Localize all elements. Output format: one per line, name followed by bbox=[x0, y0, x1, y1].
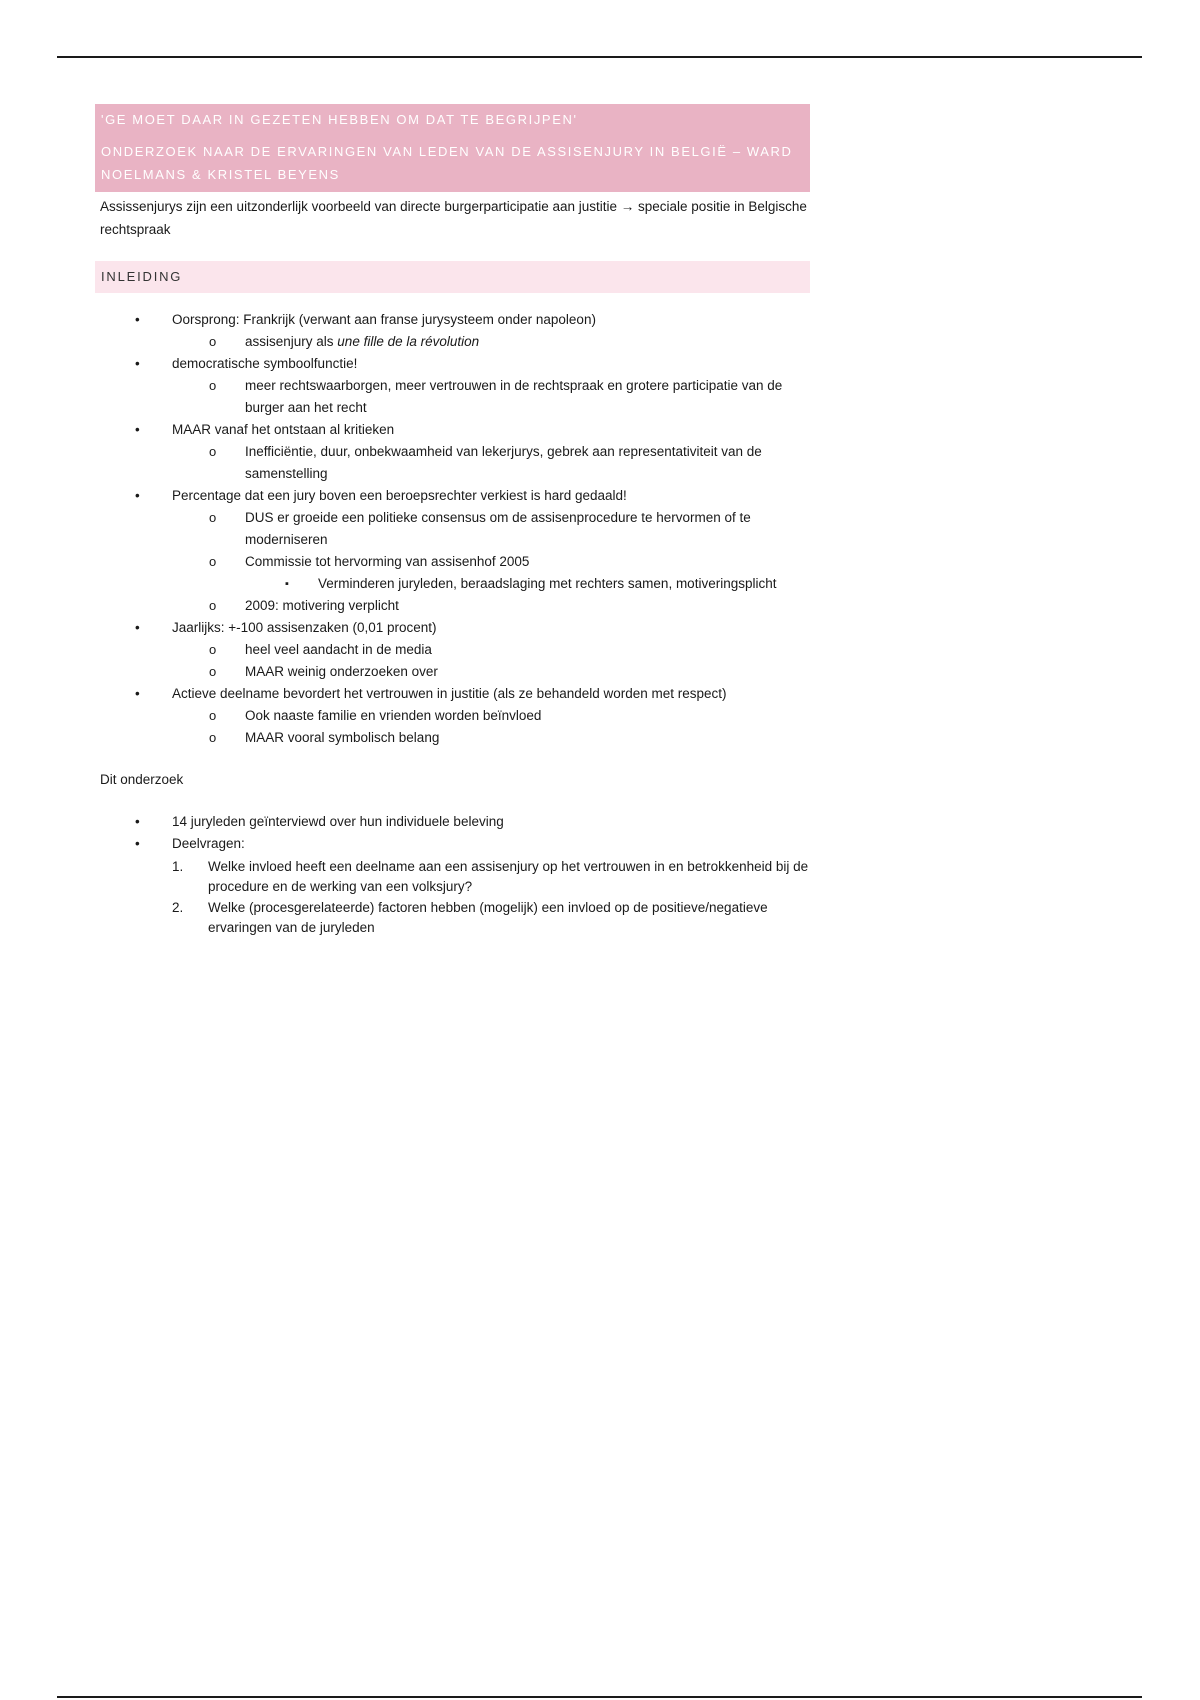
list-item-text: Percentage dat een jury boven een beroepsrechter verkiest is hard gedaald! bbox=[172, 488, 627, 503]
bullet-icon: • bbox=[135, 356, 140, 371]
list-item-text: democratische symboolfunctie! bbox=[172, 356, 358, 371]
header-rule bbox=[57, 56, 1142, 58]
list-item-text: Actieve deelname bevordert het vertrouwen in justitie (als ze behandeld worden met respect) bbox=[172, 686, 727, 701]
numbered-item-text: Welke invloed heeft een deelname aan een assisenjury op het vertrouwen in en betrokkenheid bij de procedure en de werking van een volksjury? bbox=[208, 859, 809, 894]
numbered-item bbox=[172, 857, 810, 897]
sub-item-text: Commissie tot hervorming van assisenhof 2005 bbox=[245, 554, 530, 569]
bullet-icon: • bbox=[135, 488, 140, 503]
sub-bullet-icon: o bbox=[209, 664, 217, 679]
numbered-item bbox=[172, 898, 810, 938]
list-item bbox=[95, 617, 810, 683]
sub-bullet-icon: o bbox=[209, 378, 217, 393]
section-heading: INLEIDING bbox=[101, 269, 183, 284]
sub-item-text: heel veel aandacht in de media bbox=[245, 642, 432, 657]
item-number: 2. bbox=[172, 900, 184, 915]
sub-list-item bbox=[172, 705, 810, 727]
title-heading: 'GE MOET DAAR IN GEZETEN HEBBEN OM DAT TE BEGRIJPEN' bbox=[101, 112, 578, 127]
sub-list-item bbox=[172, 639, 810, 661]
sub-list-item bbox=[172, 331, 810, 353]
sub-bullet-icon: o bbox=[209, 444, 217, 459]
sub-bullet-icon: o bbox=[209, 598, 217, 613]
sub-list-item bbox=[172, 551, 810, 595]
bullet-icon: • bbox=[135, 686, 140, 701]
item-number: 1. bbox=[172, 859, 184, 874]
list-item-text: Oorsprong: Frankrijk (verwant aan franse jurysysteem onder napoleon) bbox=[172, 312, 596, 327]
list-item bbox=[95, 309, 810, 353]
list-item-text: 14 juryleden geïnterviewd over hun individuele beleving bbox=[172, 814, 504, 829]
section-heading-box bbox=[95, 261, 810, 293]
list-item bbox=[95, 833, 810, 938]
bullet-icon: • bbox=[135, 836, 140, 851]
sub-list-item bbox=[172, 375, 810, 419]
sub-bullet-icon: o bbox=[209, 554, 217, 569]
sub-bullet-icon: o bbox=[209, 642, 217, 657]
list-item-text: Jaarlijks: +-100 assisenzaken (0,01 procent) bbox=[172, 620, 437, 635]
sub-list-item bbox=[172, 727, 810, 749]
sub-item-text: assisenjury als bbox=[245, 334, 338, 349]
bullet-icon: • bbox=[135, 620, 140, 635]
sub-list-item bbox=[172, 595, 810, 617]
sub-list-item bbox=[172, 661, 810, 683]
sub-bullet-icon: o bbox=[209, 708, 217, 723]
list-item-text: MAAR vanaf het ontstaan al kritieken bbox=[172, 422, 395, 437]
bullet-list-2 bbox=[95, 811, 810, 938]
list-item bbox=[95, 419, 810, 485]
sub-item-text: DUS er groeide een politieke consensus om de assisenprocedure te hervormen of te moderniseren bbox=[245, 510, 751, 547]
sub-sub-item-text: Verminderen juryleden, beraadslaging met rechters samen, motiveringsplicht bbox=[318, 576, 777, 591]
list-item bbox=[95, 485, 810, 617]
sub-item-text: MAAR weinig onderzoeken over bbox=[245, 664, 438, 679]
sub-bullet-icon: o bbox=[209, 510, 217, 525]
list-item bbox=[95, 811, 810, 833]
list-item bbox=[95, 353, 810, 419]
sub-item-text: 2009: motivering verplicht bbox=[245, 598, 399, 613]
footer-rule bbox=[57, 1696, 1142, 1698]
title-box bbox=[95, 104, 810, 192]
dit-onderzoek-label: Dit onderzoek bbox=[100, 772, 184, 787]
bullet-icon: • bbox=[135, 312, 140, 327]
numbered-item-text: Welke (procesgerelateerde) factoren hebben (mogelijk) een invloed op de positieve/negatieve ervaringen van de juryleden bbox=[208, 900, 768, 935]
sub-item-text: meer rechtswaarborgen, meer vertrouwen in de rechtspraak en grotere participatie van de burger aan het recht bbox=[245, 378, 783, 415]
bullet-icon: • bbox=[135, 422, 140, 437]
square-bullet-icon: ▪ bbox=[285, 578, 289, 590]
document-body bbox=[95, 104, 810, 939]
sub-item-text: MAAR vooral symbolisch belang bbox=[245, 730, 440, 745]
sub-item-text: Inefficiëntie, duur, onbekwaamheid van lekerjurys, gebrek aan representativiteit van de samenstelling bbox=[245, 444, 762, 481]
sub-sub-list-item bbox=[245, 573, 810, 595]
subtitle-heading: ONDERZOEK NAAR DE ERVARINGEN VAN LEDEN VAN DE ASSISENJURY IN BELGIË – WARD NOELMANS & KRISTEL BEYENS bbox=[101, 144, 793, 182]
list-item-text: Deelvragen: bbox=[172, 836, 245, 851]
sub-bullet-icon: o bbox=[209, 730, 217, 745]
sub-item-text: Ook naaste familie en vrienden worden beïnvloed bbox=[245, 708, 542, 723]
numbered-list bbox=[172, 857, 810, 938]
sub-bullet-icon: o bbox=[209, 334, 217, 349]
list-item bbox=[95, 683, 810, 749]
intro-paragraph: Assissenjurys zijn een uitzonderlijk voorbeeld van directe burgerparticipatie aan justitie → speciale positie in Belgische rechtspraak bbox=[100, 199, 807, 237]
bullet-list bbox=[95, 309, 810, 749]
bullet-icon: • bbox=[135, 814, 140, 829]
sub-item-emphasis: une fille de la révolution bbox=[337, 334, 480, 349]
sub-list-item bbox=[172, 441, 810, 485]
sub-list-item bbox=[172, 507, 810, 551]
